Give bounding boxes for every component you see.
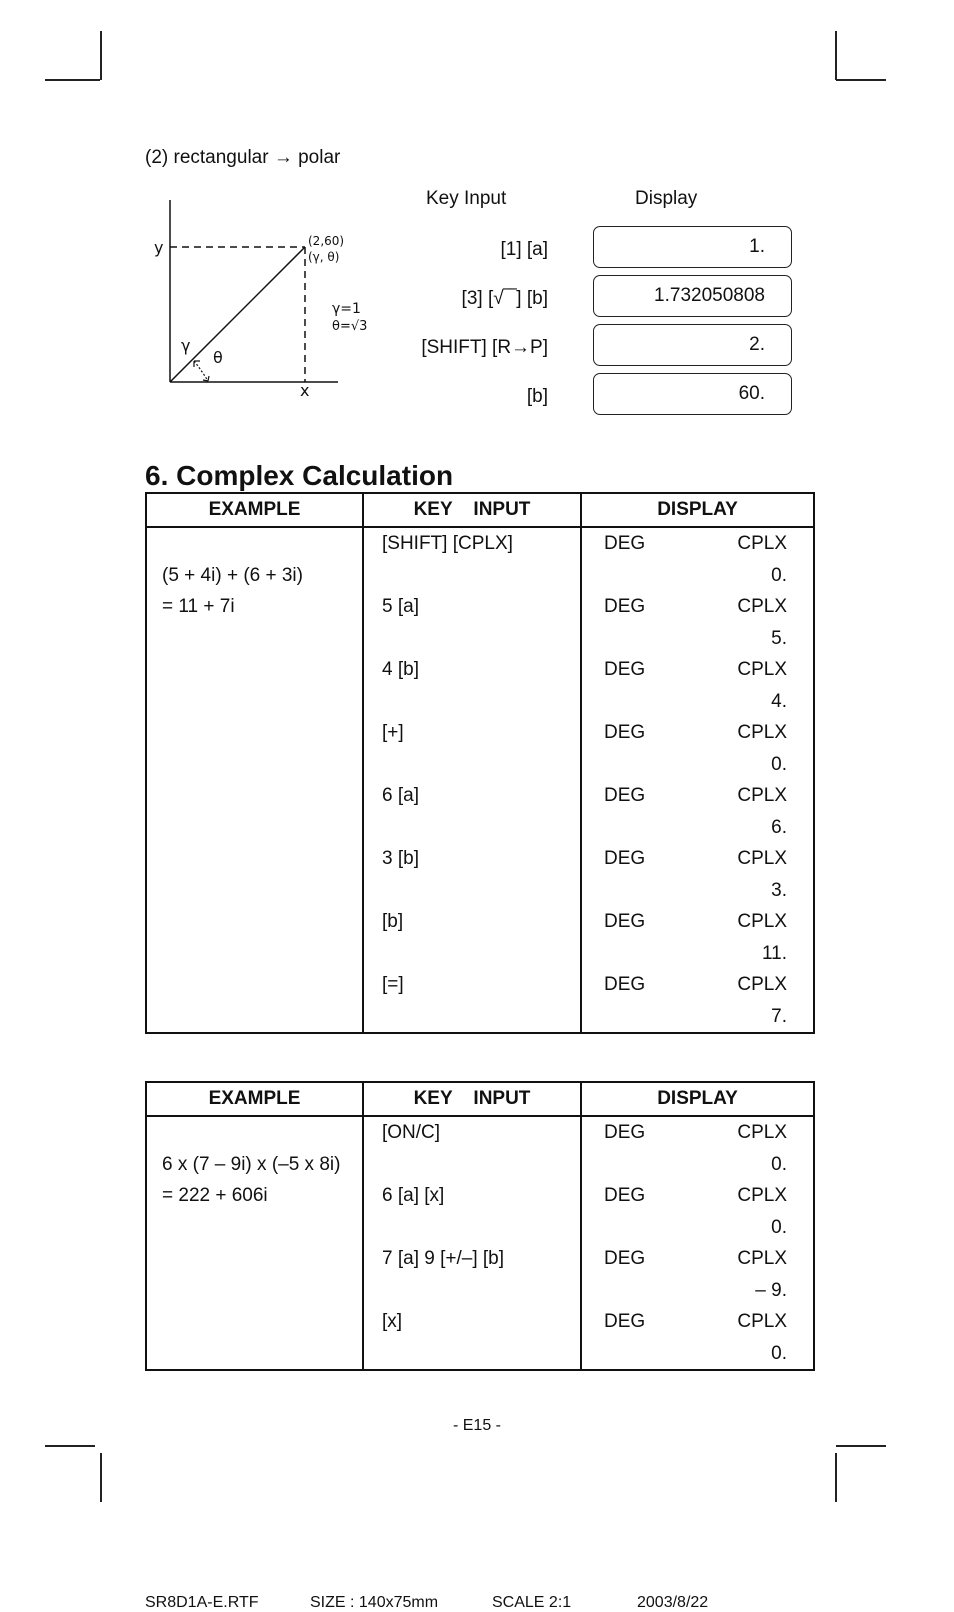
display-value: – 9. bbox=[755, 1279, 787, 1301]
example-cell bbox=[146, 1212, 363, 1244]
key-input-cell: [b] bbox=[363, 906, 581, 938]
table-row bbox=[146, 812, 814, 844]
example-cell bbox=[146, 1001, 363, 1034]
display-mode: DEG bbox=[604, 596, 646, 617]
display-cell bbox=[581, 623, 814, 655]
key-input-cell bbox=[363, 1149, 581, 1181]
key-input-cell bbox=[363, 812, 581, 844]
example-cell: (5 + 4i) + (6 + 3i) bbox=[146, 560, 363, 592]
key-input-cell: [SHIFT] [CPLX] bbox=[363, 527, 581, 560]
column-header-display: DISPLAY bbox=[581, 493, 814, 527]
display-header: Display bbox=[635, 188, 698, 209]
display-value: 4. bbox=[771, 690, 787, 712]
page-number: - E15 - bbox=[452, 1417, 501, 1434]
display-cell bbox=[581, 843, 814, 875]
column-header-example: EXAMPLE bbox=[146, 1082, 363, 1116]
display-cell bbox=[581, 717, 814, 749]
key-input-cell bbox=[363, 875, 581, 907]
display-cell bbox=[581, 780, 814, 812]
key-input-cell bbox=[363, 1212, 581, 1244]
display-value: 0. bbox=[771, 1342, 787, 1364]
display-value: 7. bbox=[771, 1005, 787, 1027]
key-input-cell: [+] bbox=[363, 717, 581, 749]
key-input-cell: [=] bbox=[363, 969, 581, 1001]
display-mode: DEG bbox=[604, 1185, 646, 1206]
display-cell bbox=[581, 1338, 814, 1371]
example-cell bbox=[146, 780, 363, 812]
key-input-cell: 6 [a] bbox=[363, 780, 581, 812]
table-row bbox=[146, 843, 814, 875]
table-row bbox=[146, 780, 814, 812]
table-row bbox=[146, 875, 814, 907]
crop-mark bbox=[836, 79, 886, 81]
table-row bbox=[146, 527, 814, 560]
key-input-cell: 4 [b] bbox=[363, 654, 581, 686]
example-cell bbox=[146, 686, 363, 718]
x-label: x bbox=[300, 381, 310, 400]
table-row bbox=[146, 1306, 814, 1338]
key-input-cell: [x] bbox=[363, 1306, 581, 1338]
example-cell bbox=[146, 875, 363, 907]
display-cell bbox=[581, 812, 814, 844]
example-cell bbox=[146, 843, 363, 875]
display-flag: CPLX bbox=[737, 911, 787, 932]
crop-mark bbox=[100, 31, 102, 80]
crop-mark bbox=[100, 1453, 102, 1502]
example-cell bbox=[146, 527, 363, 560]
calc-table-addition bbox=[145, 492, 815, 1034]
display-flag: CPLX bbox=[737, 722, 787, 743]
table-row bbox=[146, 1212, 814, 1244]
key-input-cell bbox=[363, 1338, 581, 1371]
display-cell bbox=[581, 969, 814, 1001]
example-cell bbox=[146, 969, 363, 1001]
example-cell: 6 x (7 – 9i) x (–5 x 8i) bbox=[146, 1149, 363, 1181]
display-flag: CPLX bbox=[737, 659, 787, 680]
key-input-cell: 7 [a] 9 [+/–] [b] bbox=[363, 1243, 581, 1275]
display-flag: CPLX bbox=[737, 974, 787, 995]
display-cell bbox=[581, 1275, 814, 1307]
display-mode: DEG bbox=[604, 911, 646, 932]
example-cell: = 11 + 7i bbox=[146, 591, 363, 623]
display-cell bbox=[581, 1116, 814, 1149]
display-flag: CPLX bbox=[737, 533, 787, 554]
display-value: 0. bbox=[771, 753, 787, 775]
key-input-label: [b] bbox=[526, 386, 548, 407]
theta-label: θ bbox=[213, 348, 223, 367]
vector-line bbox=[170, 247, 305, 382]
key-input-cell bbox=[363, 1001, 581, 1034]
example-cell bbox=[146, 749, 363, 781]
display-flag: CPLX bbox=[737, 1122, 787, 1143]
table-row bbox=[146, 717, 814, 749]
table-row bbox=[146, 1275, 814, 1307]
display-cell bbox=[581, 527, 814, 560]
display-cell bbox=[581, 686, 814, 718]
footer-scale: SCALE 2:1 bbox=[492, 1594, 572, 1611]
table-row bbox=[146, 1243, 814, 1275]
gamma-label: γ bbox=[181, 336, 191, 355]
table-row bbox=[146, 1116, 814, 1149]
key-input-cell bbox=[363, 749, 581, 781]
key-input-cell bbox=[363, 686, 581, 718]
example-cell bbox=[146, 1243, 363, 1275]
display-flag: CPLX bbox=[737, 785, 787, 806]
display-cell bbox=[581, 1243, 814, 1275]
footer-filename: SR8D1A-E.RTF bbox=[145, 1594, 259, 1611]
display-cell bbox=[581, 1001, 814, 1034]
key-input-label: [3] [√‾‾] [b] bbox=[461, 288, 548, 309]
display-flag: CPLX bbox=[737, 848, 787, 869]
display-cell bbox=[581, 1149, 814, 1181]
table-row bbox=[146, 686, 814, 718]
point-label: (γ, θ) bbox=[308, 250, 340, 264]
rectangular-polar-diagram bbox=[150, 195, 390, 410]
crop-mark bbox=[836, 1445, 886, 1447]
angle-arc bbox=[194, 361, 208, 381]
example-cell: = 222 + 606i bbox=[146, 1180, 363, 1212]
display-box: 1. bbox=[593, 226, 792, 268]
key-input-label: [SHIFT] [R→P] bbox=[421, 337, 548, 358]
table-row bbox=[146, 560, 814, 592]
table-row bbox=[146, 938, 814, 970]
crop-mark bbox=[835, 31, 837, 80]
display-flag: CPLX bbox=[737, 596, 787, 617]
display-value: 3. bbox=[771, 879, 787, 901]
display-flag: CPLX bbox=[737, 1185, 787, 1206]
y-label: y bbox=[154, 238, 164, 257]
display-cell bbox=[581, 560, 814, 592]
display-flag: CPLX bbox=[737, 1311, 787, 1332]
example-cell bbox=[146, 1275, 363, 1307]
key-input-cell: 6 [a] [x] bbox=[363, 1180, 581, 1212]
display-cell bbox=[581, 749, 814, 781]
crop-mark bbox=[835, 1453, 837, 1502]
table-row bbox=[146, 1180, 814, 1212]
display-mode: DEG bbox=[604, 533, 646, 554]
display-mode: DEG bbox=[604, 722, 646, 743]
display-cell bbox=[581, 875, 814, 907]
display-value: 0. bbox=[771, 1216, 787, 1238]
display-box: 2. bbox=[593, 324, 792, 366]
example-cell bbox=[146, 654, 363, 686]
table-row bbox=[146, 1338, 814, 1371]
crop-mark bbox=[45, 1445, 95, 1447]
display-cell bbox=[581, 654, 814, 686]
display-cell bbox=[581, 1306, 814, 1338]
footer-date: 2003/8/22 bbox=[637, 1594, 709, 1611]
display-value: 6. bbox=[771, 816, 787, 838]
display-mode: DEG bbox=[604, 1311, 646, 1332]
display-value: 11. bbox=[761, 942, 787, 964]
table-row bbox=[146, 623, 814, 655]
key-input-cell: 3 [b] bbox=[363, 843, 581, 875]
column-header-key-input: KEY INPUT bbox=[363, 493, 581, 527]
key-input-cell bbox=[363, 560, 581, 592]
example-cell bbox=[146, 906, 363, 938]
example-cell bbox=[146, 938, 363, 970]
complex-calculation-title: 6. Complex Calculation bbox=[145, 460, 454, 491]
example-cell bbox=[146, 717, 363, 749]
display-box: 60. bbox=[593, 373, 792, 415]
column-header-display: DISPLAY bbox=[581, 1082, 814, 1116]
table-row bbox=[146, 969, 814, 1001]
calc-table-multiplication bbox=[145, 1081, 815, 1371]
example-cell bbox=[146, 1306, 363, 1338]
example-cell bbox=[146, 623, 363, 655]
example-cell bbox=[146, 1116, 363, 1149]
table-row bbox=[146, 906, 814, 938]
example-cell bbox=[146, 812, 363, 844]
key-input-cell bbox=[363, 623, 581, 655]
display-cell bbox=[581, 906, 814, 938]
key-input-cell: [ON/C] bbox=[363, 1116, 581, 1149]
display-cell bbox=[581, 1180, 814, 1212]
key-input-cell bbox=[363, 938, 581, 970]
crop-mark bbox=[45, 79, 100, 81]
table-row bbox=[146, 1001, 814, 1034]
section-heading: (2) rectangular → polar bbox=[145, 147, 341, 168]
display-mode: DEG bbox=[604, 659, 646, 680]
table-row bbox=[146, 749, 814, 781]
column-header-example: EXAMPLE bbox=[146, 493, 363, 527]
table-row bbox=[146, 591, 814, 623]
display-value: 0. bbox=[771, 564, 787, 586]
key-input-cell bbox=[363, 1275, 581, 1307]
display-mode: DEG bbox=[604, 1248, 646, 1269]
theta-equation: θ=√3 bbox=[332, 319, 368, 334]
display-box: 1.732050808 bbox=[593, 275, 792, 317]
column-header-key-input: KEY INPUT bbox=[363, 1082, 581, 1116]
table-row bbox=[146, 654, 814, 686]
display-mode: DEG bbox=[604, 974, 646, 995]
key-input-header: Key Input bbox=[426, 188, 507, 209]
key-input-label: [1] [a] bbox=[500, 239, 548, 260]
display-mode: DEG bbox=[604, 848, 646, 869]
key-input-cell: 5 [a] bbox=[363, 591, 581, 623]
footer-size: SIZE : 140x75mm bbox=[310, 1594, 439, 1611]
table-row bbox=[146, 1149, 814, 1181]
display-flag: CPLX bbox=[737, 1248, 787, 1269]
gamma-equation: γ=1 bbox=[332, 301, 361, 317]
display-cell bbox=[581, 1212, 814, 1244]
display-cell bbox=[581, 591, 814, 623]
display-mode: DEG bbox=[604, 1122, 646, 1143]
point-label: (2,60) bbox=[308, 234, 345, 248]
display-mode: DEG bbox=[604, 785, 646, 806]
display-value: 0. bbox=[771, 1153, 787, 1175]
display-value: 5. bbox=[771, 627, 787, 649]
example-cell bbox=[146, 1338, 363, 1371]
display-cell bbox=[581, 938, 814, 970]
